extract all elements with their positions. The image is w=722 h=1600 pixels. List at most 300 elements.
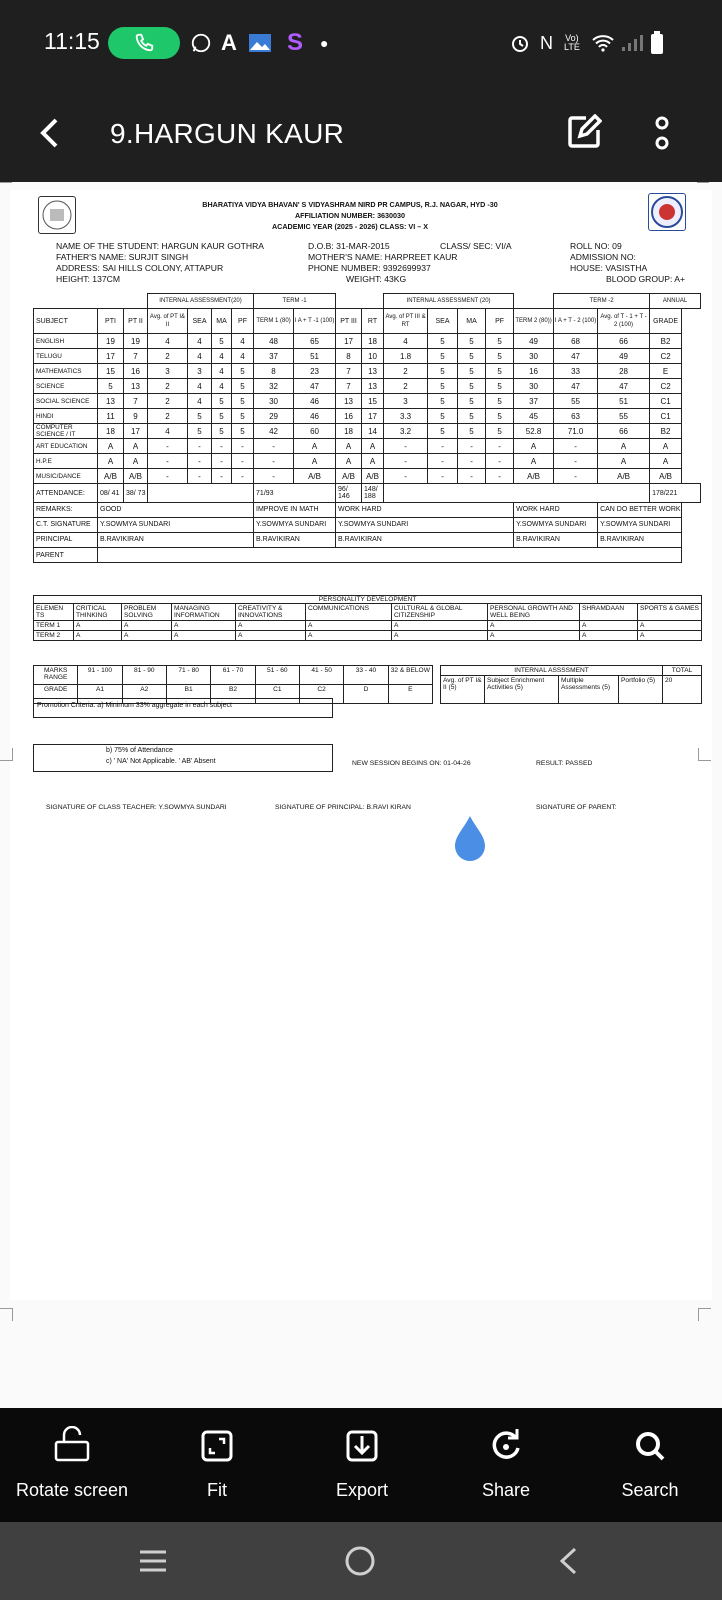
marks-range-cell: 91 - 100 xyxy=(78,666,122,685)
score-cell: 3 xyxy=(384,394,428,409)
ia-total-label: TOTAL xyxy=(663,666,702,676)
score-cell: 13 xyxy=(98,394,124,409)
status-bar xyxy=(0,0,722,86)
score-cell: 5 xyxy=(232,364,254,379)
score-cell: A xyxy=(124,454,148,469)
col-header-subject: SUBJECT xyxy=(34,309,98,334)
score-cell: 3.3 xyxy=(384,409,428,424)
score-cell: 2 xyxy=(148,379,188,394)
phone-number: PHONE NUMBER: 9392699937 xyxy=(308,263,431,273)
score-cell: A xyxy=(362,454,384,469)
pd-term2-cell: A xyxy=(172,631,236,641)
pd-header: CULTURAL & GLOBAL CITIZENSHIP xyxy=(392,604,488,621)
attendance-cell xyxy=(148,484,254,503)
ct-cell: C.T. SIGNATURE xyxy=(34,518,98,533)
principal-cell: B.RAVIKIRAN xyxy=(254,533,336,548)
pd-term1-cell: TERM 1 xyxy=(34,621,74,631)
score-cell: - xyxy=(428,469,458,484)
score-cell: 8 xyxy=(254,364,294,379)
roll-number: ROLL NO: 09 xyxy=(570,241,622,251)
marks-row xyxy=(34,424,701,439)
score-cell: 17 xyxy=(336,334,362,349)
attendance-cell: 148/ 188 xyxy=(362,484,384,503)
class-teacher-signature: SIGNATURE OF CLASS TEACHER: Y.SOWMYA SUNDARI xyxy=(46,804,227,811)
share-button[interactable] xyxy=(436,1408,576,1522)
score-cell: A xyxy=(598,439,650,454)
term1-group-header: TERM -1 xyxy=(254,294,336,309)
score-cell: 13 xyxy=(336,394,362,409)
rotate-screen-label: Rotate screen xyxy=(15,1480,129,1500)
score-cell: 5 xyxy=(232,424,254,439)
score-cell: 5 xyxy=(428,364,458,379)
pd-header: PERSONAL GROWTH AND WELL BEING xyxy=(488,604,580,621)
score-cell: C2 xyxy=(650,379,682,394)
score-cell: 5 xyxy=(232,409,254,424)
score-cell: A xyxy=(98,439,124,454)
pd-term1-cell: A xyxy=(638,621,702,631)
whatsapp-icon xyxy=(190,30,212,56)
score-cell: 65 xyxy=(294,334,336,349)
col-header-grade: GRADE xyxy=(650,309,682,334)
marks-row xyxy=(34,334,701,349)
score-cell: 10 xyxy=(362,349,384,364)
score-cell: 17 xyxy=(362,409,384,424)
score-cell: 19 xyxy=(98,334,124,349)
score-cell: 4 xyxy=(188,379,212,394)
pd-header: SPORTS & GAMES xyxy=(638,604,702,621)
marks-row xyxy=(34,439,701,454)
crop-mark xyxy=(0,182,12,195)
score-cell: 2 xyxy=(384,379,428,394)
pd-term1-cell: A xyxy=(306,621,392,631)
grade-cell: E xyxy=(388,685,432,704)
score-cell: - xyxy=(232,439,254,454)
grade-cell: B2 xyxy=(211,685,255,704)
attendance-cell: 08/ 41 xyxy=(98,484,124,503)
score-cell: - xyxy=(212,439,232,454)
remarks-cell: WORK HARD xyxy=(514,503,598,518)
marks-row xyxy=(34,469,701,484)
score-cell: 47 xyxy=(554,349,598,364)
promotion-criteria: Promotion Criteria: a) Minimum 33% aggregate in each subject xyxy=(33,698,333,718)
score-cell: - xyxy=(384,439,428,454)
score-cell: - xyxy=(428,439,458,454)
promotion-criteria-more xyxy=(33,744,333,772)
score-cell: 17 xyxy=(124,424,148,439)
attendance-cell: 178/221 xyxy=(650,484,701,503)
score-cell: E xyxy=(650,364,682,379)
score-cell: - xyxy=(212,469,232,484)
col-header-ma1: MA xyxy=(212,309,232,334)
subject-cell: ART EDUCATION xyxy=(34,439,98,454)
col-header-pt3: PT III xyxy=(336,309,362,334)
score-cell: 66 xyxy=(598,424,650,439)
score-cell: 5 xyxy=(188,424,212,439)
app-s-icon: S xyxy=(287,29,304,56)
score-cell: 5 xyxy=(232,394,254,409)
mother-name: MOTHER'S NAME: HARPREET KAUR xyxy=(308,252,458,262)
score-cell: 7 xyxy=(336,364,362,379)
score-cell: 4 xyxy=(232,349,254,364)
back-icon[interactable] xyxy=(556,1546,580,1576)
affiliation-number: AFFILIATION NUMBER: 3630030 xyxy=(294,211,406,220)
grade-cell: A2 xyxy=(122,685,166,704)
score-cell: 5 xyxy=(458,349,486,364)
score-cell: - xyxy=(188,439,212,454)
score-cell: 2 xyxy=(148,409,188,424)
score-cell: - xyxy=(254,439,294,454)
score-cell: 5 xyxy=(428,379,458,394)
remarks-cell: IMPROVE IN MATH xyxy=(254,503,336,518)
marks-table xyxy=(33,293,701,563)
pd-title: PERSONALITY DEVELOPMENT xyxy=(34,596,702,604)
score-cell: 5 xyxy=(98,379,124,394)
weight: WEIGHT: 43KG xyxy=(346,274,407,284)
score-cell: C1 xyxy=(650,409,682,424)
more-notifications-icon: ● xyxy=(320,35,329,51)
score-cell: 3 xyxy=(148,364,188,379)
score-cell: 5 xyxy=(458,424,486,439)
principal-row xyxy=(34,533,701,548)
network-label: LTE xyxy=(564,42,580,52)
marks-range-cell: 32 & BELOW xyxy=(388,666,432,685)
app-a-icon: A xyxy=(221,30,237,55)
score-cell: - xyxy=(486,439,514,454)
score-cell: 15 xyxy=(98,364,124,379)
score-cell: A/B xyxy=(650,469,682,484)
score-cell: 49 xyxy=(514,334,554,349)
col-header-term2: TERM 2 (80)) xyxy=(514,309,554,334)
marks-range-cell: MARKS RANGE xyxy=(34,666,78,685)
score-cell: B2 xyxy=(650,424,682,439)
score-cell: 46 xyxy=(294,394,336,409)
score-cell: A/B xyxy=(98,469,124,484)
score-cell: 46 xyxy=(294,409,336,424)
pd-term2-cell: A xyxy=(580,631,638,641)
search-icon xyxy=(630,1426,670,1466)
col-header-pf2: PF xyxy=(486,309,514,334)
subject-cell: SOCIAL SCIENCE xyxy=(34,394,98,409)
marks-row xyxy=(34,349,701,364)
ia-item: Subject Enrichment Activities (5) xyxy=(485,676,559,704)
score-cell: A/B xyxy=(514,469,554,484)
promotion-criteria-b: b) 75% of Attendance xyxy=(106,747,173,754)
col-header-annual: Avg. of T - 1 + T - 2 (100) xyxy=(598,309,650,334)
back-arrow-icon[interactable] xyxy=(34,116,68,150)
col-header-iat1: I A + T -1 (100) xyxy=(294,309,336,334)
score-cell: 11 xyxy=(98,409,124,424)
rotate-screen-icon xyxy=(52,1426,92,1466)
score-cell: 47 xyxy=(554,379,598,394)
subject-cell: SCIENCE xyxy=(34,379,98,394)
ct-row xyxy=(34,518,701,533)
score-cell: 9 xyxy=(124,409,148,424)
marks-row xyxy=(34,394,701,409)
score-cell: 60 xyxy=(294,424,336,439)
score-cell: 37 xyxy=(514,394,554,409)
ct-cell: Y.SOWMYA SUNDARI xyxy=(514,518,598,533)
score-cell: 51 xyxy=(598,394,650,409)
score-cell: 48 xyxy=(254,334,294,349)
alarm-icon xyxy=(510,30,530,56)
score-cell: 5 xyxy=(188,409,212,424)
volte-icon: Vo) LTE xyxy=(564,33,580,52)
result: RESULT: PASSED xyxy=(536,760,593,767)
phone-icon xyxy=(133,32,155,54)
score-cell: 3 xyxy=(188,364,212,379)
signal-icon xyxy=(620,30,644,56)
parent-row xyxy=(34,548,701,563)
score-cell: 4 xyxy=(148,424,188,439)
score-cell: 7 xyxy=(336,379,362,394)
score-cell: 45 xyxy=(514,409,554,424)
promotion-criteria-c: c) ' NA' Not Applicable. ' AB' Absent xyxy=(106,758,216,765)
marks-range-cell: 81 - 90 xyxy=(122,666,166,685)
pd-header: CREATIVITY & INNOVATIONS xyxy=(236,604,306,621)
crop-mark xyxy=(0,748,13,761)
remarks-row xyxy=(34,503,701,518)
water-drop-icon[interactable] xyxy=(452,814,488,864)
score-cell: - xyxy=(232,469,254,484)
attendance-cell xyxy=(384,484,650,503)
grade-cell: GRADE xyxy=(34,685,78,704)
ia1-group-header: INTERNAL ASSESSMENT(20) xyxy=(148,294,254,309)
ongoing-call-indicator[interactable] xyxy=(108,27,180,59)
score-cell: 5 xyxy=(486,334,514,349)
score-cell: 18 xyxy=(336,424,362,439)
subject-cell: MATHEMATICS xyxy=(34,364,98,379)
marks-range-cell: 33 - 40 xyxy=(344,666,388,685)
score-cell: 30 xyxy=(254,394,294,409)
score-cell: 5 xyxy=(486,349,514,364)
subject-cell: HINDI xyxy=(34,409,98,424)
ct-cell: Y.SOWMYA SUNDARI xyxy=(254,518,336,533)
gallery-icon xyxy=(248,30,272,56)
col-header-pt2: PT II xyxy=(124,309,148,334)
edit-icon[interactable] xyxy=(566,114,602,150)
grade-cell: C1 xyxy=(255,685,299,704)
score-cell: 4 xyxy=(212,364,232,379)
pd-term2-cell: A xyxy=(392,631,488,641)
score-cell: C2 xyxy=(650,349,682,364)
more-options-icon[interactable] xyxy=(654,114,670,154)
principal-signature: SIGNATURE OF PRINCIPAL: B.RAVI KIRAN xyxy=(275,804,411,811)
search-button[interactable] xyxy=(580,1408,720,1522)
grade-cell: A1 xyxy=(78,685,122,704)
score-cell: A xyxy=(336,439,362,454)
score-cell: 30 xyxy=(514,379,554,394)
score-cell: 18 xyxy=(362,334,384,349)
wifi-icon xyxy=(592,30,614,56)
fit-icon xyxy=(197,1426,237,1466)
admission-number: ADMISSION NO: xyxy=(570,252,636,262)
crop-mark xyxy=(0,1308,13,1321)
score-cell: 15 xyxy=(362,394,384,409)
score-cell: 5 xyxy=(428,424,458,439)
ia2-group-header: INTERNAL ASSESSMENT (20) xyxy=(384,294,514,309)
score-cell: A xyxy=(294,454,336,469)
score-cell: 4 xyxy=(188,394,212,409)
pd-term2-cell: A xyxy=(638,631,702,641)
score-cell: - xyxy=(188,469,212,484)
pd-header: COMMUNICATIONS xyxy=(306,604,392,621)
pd-header: CRITICAL THINKING xyxy=(74,604,122,621)
ia-item: Portfolio (5) xyxy=(619,676,663,704)
score-cell: - xyxy=(148,454,188,469)
score-cell: - xyxy=(384,454,428,469)
score-cell: 5 xyxy=(486,394,514,409)
col-header-rt: RT xyxy=(362,309,384,334)
score-cell: - xyxy=(486,454,514,469)
score-cell: - xyxy=(188,454,212,469)
marks-range-cell: 71 - 80 xyxy=(166,666,210,685)
marks-range-cell: 61 - 70 xyxy=(211,666,255,685)
score-cell: A xyxy=(514,439,554,454)
score-cell: 51 xyxy=(294,349,336,364)
score-cell: - xyxy=(212,454,232,469)
score-cell: - xyxy=(554,454,598,469)
export-button[interactable] xyxy=(292,1408,432,1522)
export-label: Export xyxy=(335,1480,389,1500)
score-cell: 13 xyxy=(362,364,384,379)
personality-development-table xyxy=(33,595,702,641)
ct-cell: Y.SOWMYA SUNDARI xyxy=(98,518,254,533)
score-cell: 32 xyxy=(254,379,294,394)
pd-term1-cell: A xyxy=(392,621,488,631)
score-cell: 47 xyxy=(598,379,650,394)
ia-item: Multiple Assessments (5) xyxy=(559,676,619,704)
score-cell: - xyxy=(486,469,514,484)
remarks-cell: CAN DO BETTER WORK xyxy=(598,503,682,518)
school-name: BHARATIYA VIDYA BHAVAN' S VIDYASHRAM NIRD PR CAMPUS, R.J. NAGAR, HYD -30 xyxy=(202,200,498,209)
marks-row xyxy=(34,364,701,379)
score-cell: - xyxy=(254,454,294,469)
clock: 11:15 xyxy=(44,28,100,54)
pd-term1-cell: A xyxy=(488,621,580,631)
score-cell: 5 xyxy=(458,379,486,394)
score-cell: 4 xyxy=(188,334,212,349)
score-cell: 28 xyxy=(598,364,650,379)
house: HOUSE: VASISTHA xyxy=(570,263,648,273)
parent-signature-cell xyxy=(98,548,682,563)
score-cell: 5 xyxy=(486,364,514,379)
app-bar xyxy=(0,86,722,182)
score-cell: 5 xyxy=(458,394,486,409)
score-cell: A/B xyxy=(294,469,336,484)
pd-term1-cell: A xyxy=(122,621,172,631)
pd-term2-cell: A xyxy=(488,631,580,641)
score-cell: 14 xyxy=(362,424,384,439)
score-cell: 47 xyxy=(294,379,336,394)
score-cell: 23 xyxy=(294,364,336,379)
score-cell: 37 xyxy=(254,349,294,364)
attendance-row xyxy=(34,484,701,503)
score-cell: 13 xyxy=(362,379,384,394)
pd-term1-cell: A xyxy=(580,621,638,631)
pd-term1-cell: A xyxy=(236,621,306,631)
subject-cell: TELUGU xyxy=(34,349,98,364)
score-cell: 5 xyxy=(486,409,514,424)
grade-cell: D xyxy=(344,685,388,704)
school-logo-left xyxy=(38,196,76,234)
pd-term2-cell: TERM 2 xyxy=(34,631,74,641)
score-cell: 5 xyxy=(212,424,232,439)
score-cell: - xyxy=(458,469,486,484)
fit-button[interactable] xyxy=(147,1408,287,1522)
score-cell: 8 xyxy=(336,349,362,364)
score-cell: - xyxy=(148,469,188,484)
score-cell: 5 xyxy=(486,424,514,439)
score-cell: 5 xyxy=(232,379,254,394)
score-cell: 5 xyxy=(458,364,486,379)
score-cell: 5 xyxy=(212,394,232,409)
score-cell: 5 xyxy=(458,409,486,424)
principal-cell: PRINCIPAL xyxy=(34,533,98,548)
score-cell: 2 xyxy=(384,364,428,379)
blood-group: BLOOD GROUP: A+ xyxy=(606,274,686,284)
col-header-sea1: SEA xyxy=(188,309,212,334)
score-cell: 71.0 xyxy=(554,424,598,439)
share-label: Share xyxy=(481,1480,531,1500)
class-section: CLASS/ SEC: VI/A xyxy=(440,241,512,251)
dob: D.O.B: 31-MAR-2015 xyxy=(308,241,390,251)
score-cell: 5 xyxy=(486,379,514,394)
pd-term2-cell: A xyxy=(236,631,306,641)
score-cell: 5 xyxy=(458,334,486,349)
score-cell: A xyxy=(294,439,336,454)
battery-icon xyxy=(650,30,664,56)
score-cell: 4 xyxy=(232,334,254,349)
attendance-cell: 38/ 73 xyxy=(124,484,148,503)
crop-mark xyxy=(698,748,711,761)
ia-total-value: 20 xyxy=(663,676,702,704)
score-cell: 4 xyxy=(188,349,212,364)
score-cell: C1 xyxy=(650,394,682,409)
score-cell: A xyxy=(650,439,682,454)
attendance-cell: ATTENDANCE: xyxy=(34,484,98,503)
pd-term2-cell: A xyxy=(74,631,122,641)
score-cell: 18 xyxy=(98,424,124,439)
remarks-cell: REMARKS: xyxy=(34,503,98,518)
pd-header: SHRAMDAAN xyxy=(580,604,638,621)
export-icon xyxy=(342,1426,382,1466)
score-cell: 16 xyxy=(514,364,554,379)
score-cell: - xyxy=(554,439,598,454)
col-header-pt1: PTI xyxy=(98,309,124,334)
score-cell: 5 xyxy=(428,334,458,349)
attendance-cell: 71/93 xyxy=(254,484,336,503)
principal-cell: B.RAVIKIRAN xyxy=(598,533,682,548)
ia-item: Avg. of PT I& II (5) xyxy=(441,676,485,704)
score-cell: - xyxy=(384,469,428,484)
subject-cell: MUSIC/DANCE xyxy=(34,469,98,484)
col-header-iat2: I A + T - 2 (100) xyxy=(554,309,598,334)
score-cell: A xyxy=(336,454,362,469)
pd-term1-cell: A xyxy=(74,621,122,631)
subject-cell: H.P.E xyxy=(34,454,98,469)
rotate-screen-button[interactable] xyxy=(2,1408,142,1522)
score-cell: 42 xyxy=(254,424,294,439)
score-cell: 66 xyxy=(598,334,650,349)
home-icon[interactable] xyxy=(344,1545,376,1577)
student-name: NAME OF THE STUDENT: HARGUN KAUR GOTHRA xyxy=(56,241,265,251)
score-cell: - xyxy=(232,454,254,469)
recent-apps-icon[interactable] xyxy=(138,1546,168,1576)
school-logo-right xyxy=(648,193,686,231)
score-cell: 30 xyxy=(514,349,554,364)
score-cell: A xyxy=(362,439,384,454)
ia-title: INTERNAL ASSSSMENT xyxy=(441,666,663,676)
